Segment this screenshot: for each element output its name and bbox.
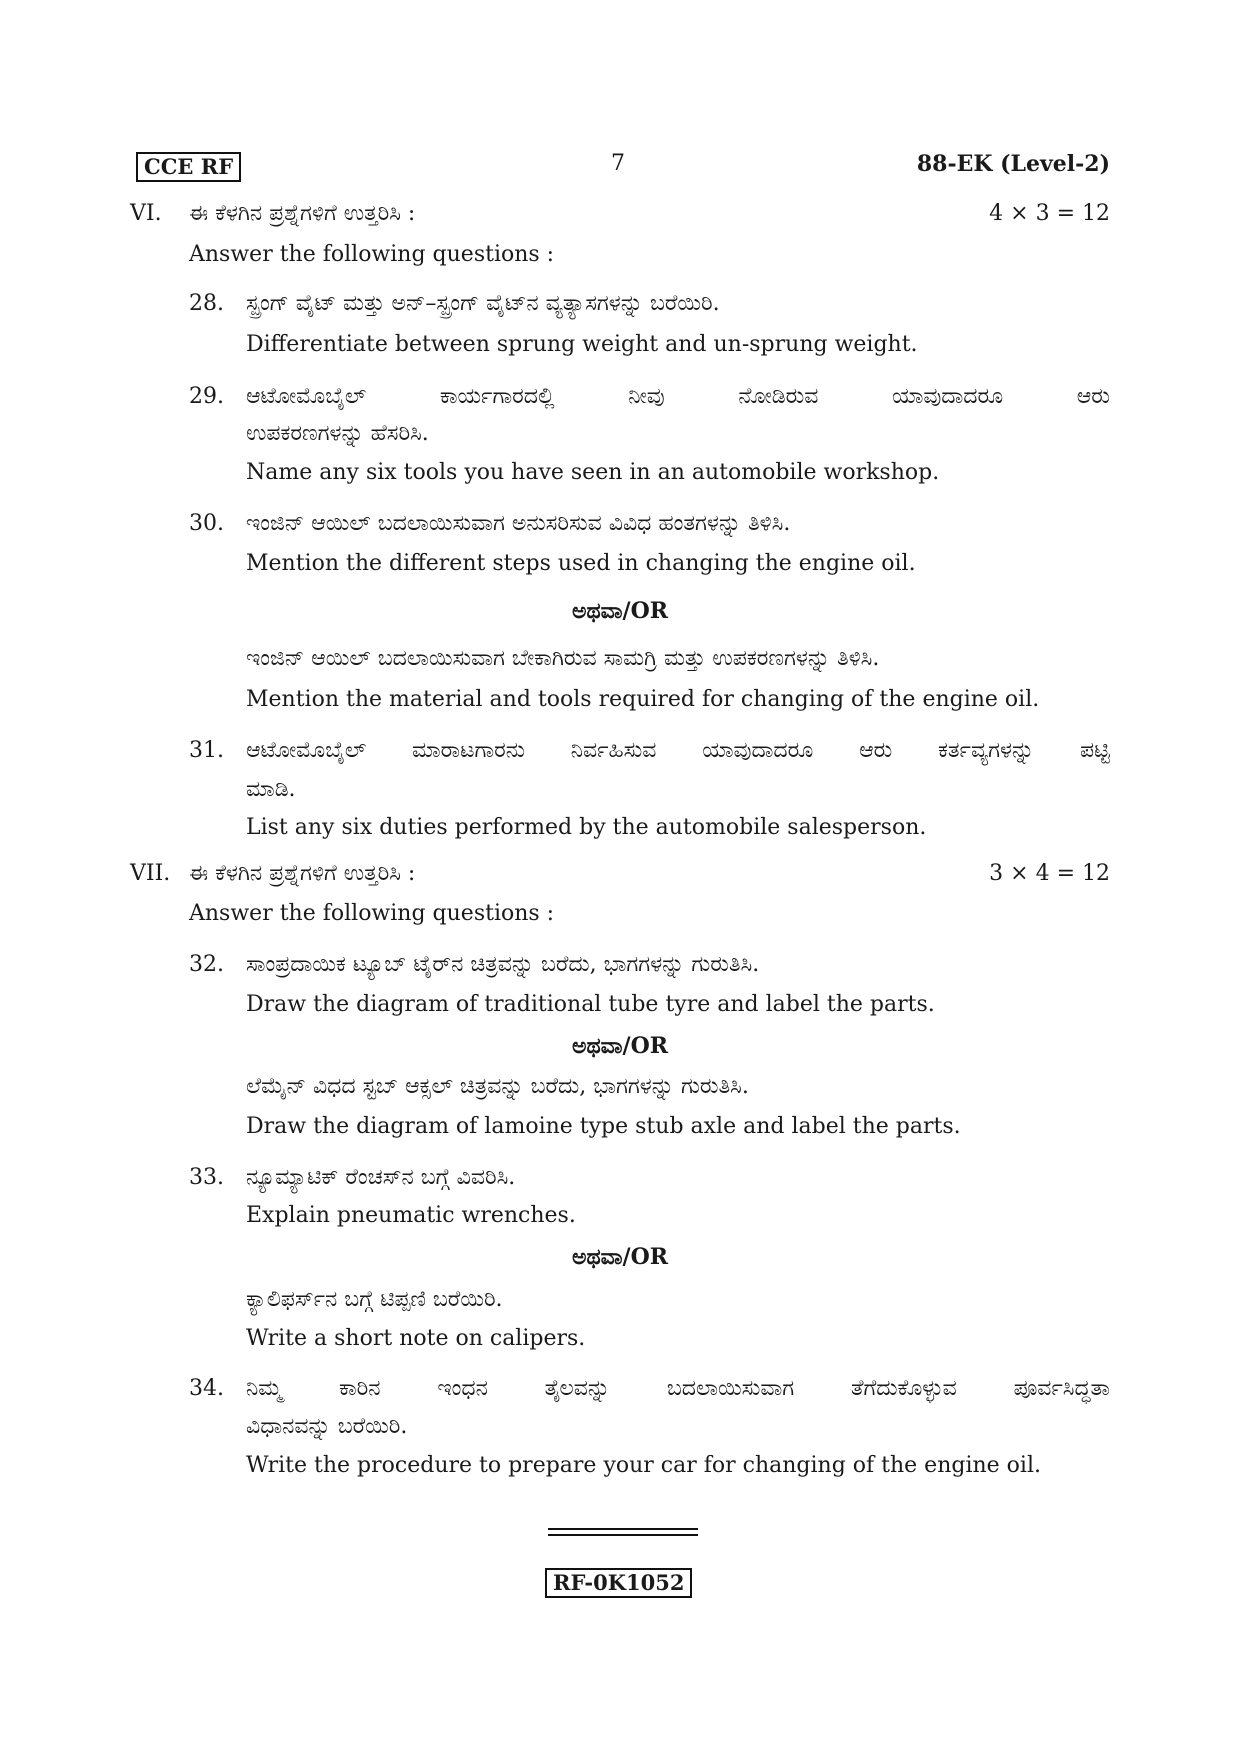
q33-number: 33. xyxy=(189,1165,224,1190)
q31-word: ಪಟ್ಟಿ xyxy=(1079,738,1110,763)
q32-or-label: ಅಥವಾ/OR xyxy=(571,1033,669,1059)
q28-kannada: ಸ್ಪ್ರಂಗ್ ವೈಟ್ ಮತ್ತು ಅನ್–ಸ್ಪ್ರಂಗ್ ವೈಟ್‌ನ ವ್ಯತ್ಯಾಸಗಳನ್ನು ಬರೆಯಿರಿ. xyxy=(246,291,720,316)
q34-word: ಪೂರ್ವಸಿದ್ಧತಾ xyxy=(1013,1376,1110,1401)
q28-number: 28. xyxy=(189,291,224,316)
paper-code: 88-EK (Level-2) xyxy=(916,151,1110,177)
q34-word: ಇಂಧನ xyxy=(437,1376,488,1401)
q33-alt-kannada: ಕ್ಯಾಲಿಫರ್ಸ್‌ನ ಬಗ್ಗೆ ಟಿಪ್ಪಣಿ ಬರೆಯಿರಿ. xyxy=(246,1287,503,1312)
q34-word: ಬದಲಾಯಿಸುವಾಗ xyxy=(666,1376,795,1401)
q33-kannada: ನ್ಯೂಮ್ಯಾಟಿಕ್ ರೆಂಚಸ್‌ನ ಬಗ್ಗೆ ವಿವರಿಸಿ. xyxy=(246,1165,516,1190)
q28-english: Differentiate between sprung weight and un-sprung weight. xyxy=(246,332,918,357)
q33-alt-english: Write a short note on calipers. xyxy=(246,1326,586,1351)
end-rule-bottom xyxy=(548,1534,698,1536)
q29-kannada-line2: ಉಪಕರಣಗಳನ್ನು ಹೆಸರಿಸಿ. xyxy=(246,421,429,446)
q34-word: ನಿಮ್ಮ xyxy=(246,1376,283,1401)
q31-word: ಯಾವುದಾದರೂ xyxy=(702,738,814,763)
section-vii-marks: 3 × 4 = 12 xyxy=(989,861,1110,886)
q31-english: List any six duties performed by the automobile salesperson. xyxy=(246,815,927,840)
footer-code-box: RF-0K1052 xyxy=(545,1568,692,1598)
q29-word: ನೋಡಿರುವ xyxy=(738,384,819,409)
section-vi-number: VI. xyxy=(130,201,162,226)
q30-number: 30. xyxy=(189,511,224,536)
q34-word: ಕಾರಿನ xyxy=(338,1376,381,1401)
q31-kannada-line2: ಮಾಡಿ. xyxy=(246,777,296,802)
q31-word: ಆರು xyxy=(859,738,893,763)
q34-word: ತೆಗೆದುಕೊಳ್ಳುವ xyxy=(850,1376,957,1401)
q34-number: 34. xyxy=(189,1376,224,1401)
q29-word: ಯಾವುದಾದರೂ xyxy=(892,384,1004,409)
q32-alt-kannada: ಲೆಮೈನ್ ವಿಧದ ಸ್ಟಬ್ ಆಕ್ಸಲ್ ಚಿತ್ರವನ್ನು ಬರೆದು, ಭಾಗಗಳನ್ನು ಗುರುತಿಸಿ. xyxy=(246,1074,749,1099)
q34-word: ತೈಲವನ್ನು xyxy=(544,1376,611,1401)
q32-english: Draw the diagram of traditional tube tyre and label the parts. xyxy=(246,992,935,1017)
q31-word: ನಿರ್ವಹಿಸುವ xyxy=(570,738,657,763)
section-vii-number: VII. xyxy=(130,861,171,886)
q29-kannada-line1 xyxy=(246,383,1110,411)
q31-kannada-line1 xyxy=(246,737,1110,765)
exam-tag-box: CCE RF xyxy=(136,152,241,182)
q33-or-label: ಅಥವಾ/OR xyxy=(571,1244,669,1270)
q29-word: ಕಾರ್ಯಗಾರದಲ್ಲಿ xyxy=(439,384,555,409)
q32-kannada: ಸಾಂಪ್ರದಾಯಿಕ ಟ್ಯೂಬ್ ಟೈರ್‌ನ ಚಿತ್ರವನ್ನು ಬರೆದು, ಭಾಗಗಳನ್ನು ಗುರುತಿಸಿ. xyxy=(246,952,760,977)
q29-word: ನೀವು xyxy=(628,384,665,409)
end-rule-top xyxy=(548,1528,698,1530)
q34-kannada-line1 xyxy=(246,1375,1110,1403)
q34-kannada-line2: ವಿಧಾನವನ್ನು ಬರೆಯಿರಿ. xyxy=(246,1414,408,1439)
section-vii-instruction-en: Answer the following questions : xyxy=(189,901,555,926)
q32-number: 32. xyxy=(189,952,224,977)
q32-alt-english: Draw the diagram of lamoine type stub axle and label the parts. xyxy=(246,1114,961,1139)
section-vi-instruction-kn: ಈ ಕೆಳಗಿನ ಪ್ರಶ್ನೆಗಳಿಗೆ ಉತ್ತರಿಸಿ : xyxy=(189,201,416,226)
q30-alt-kannada: ಇಂಜಿನ್ ಆಯಿಲ್ ಬದಲಾಯಿಸುವಾಗ ಬೇಕಾಗಿರುವ ಸಾಮಗ್ರಿ ಮತ್ತು ಉಪಕರಣಗಳನ್ನು ತಿಳಿಸಿ. xyxy=(246,646,880,671)
q30-kannada: ಇಂಜಿನ್ ಆಯಿಲ್ ಬದಲಾಯಿಸುವಾಗ ಅನುಸರಿಸುವ ವಿವಿಧ ಹಂತಗಳನ್ನು ತಿಳಿಸಿ. xyxy=(246,511,791,536)
section-vii-instruction-kn: ಈ ಕೆಳಗಿನ ಪ್ರಶ್ನೆಗಳಿಗೆ ಉತ್ತರಿಸಿ : xyxy=(189,861,416,886)
q29-english: Name any six tools you have seen in an automobile workshop. xyxy=(246,460,940,485)
q31-word: ಕರ್ತವ್ಯಗಳನ್ನು xyxy=(938,738,1035,763)
q29-word: ಆಟೋಮೊಬೈಲ್ xyxy=(246,384,367,409)
q29-word: ಆರು xyxy=(1076,384,1110,409)
section-vi-marks: 4 × 3 = 12 xyxy=(989,201,1110,226)
page-number: 7 xyxy=(611,151,625,176)
q33-english: Explain pneumatic wrenches. xyxy=(246,1203,576,1228)
q31-word: ಆಟೋಮೊಬೈಲ್ xyxy=(246,738,367,763)
section-vi-instruction-en: Answer the following questions : xyxy=(189,242,555,267)
q30-or-label: ಅಥವಾ/OR xyxy=(571,598,669,624)
q30-english: Mention the different steps used in changing the engine oil. xyxy=(246,551,916,576)
q30-alt-english: Mention the material and tools required for changing of the engine oil. xyxy=(246,687,1040,712)
q31-word: ಮಾರಾಟಗಾರನು xyxy=(411,738,525,763)
q29-number: 29. xyxy=(189,384,224,409)
q31-number: 31. xyxy=(189,738,224,763)
q34-english: Write the procedure to prepare your car for changing of the engine oil. xyxy=(246,1453,1041,1478)
